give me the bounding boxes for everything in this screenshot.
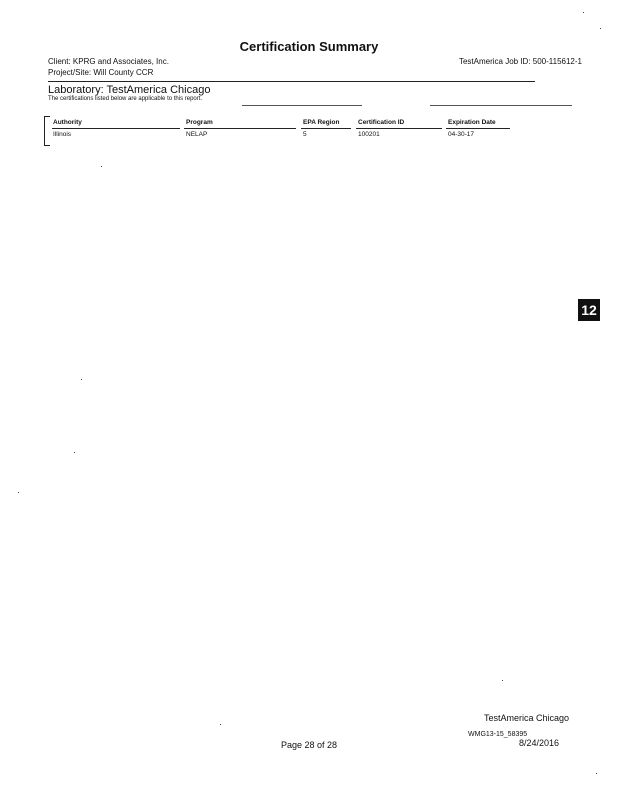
header-underline	[356, 128, 442, 129]
column-header-certification-id: Certification ID	[358, 119, 405, 126]
table-cell-epa-region: 5	[303, 131, 307, 138]
laboratory-note: The certifications listed below are applicable to this report.	[48, 96, 203, 102]
table-cell-certification-id: 100201	[358, 131, 380, 138]
footer-code: WMG13-15_58395	[468, 731, 528, 738]
header-underline	[446, 128, 510, 129]
scan-speck	[596, 773, 597, 774]
scan-speck	[81, 379, 82, 380]
table-cell-authority: Illinois	[53, 131, 72, 138]
column-header-expiration-date: Expiration Date	[448, 119, 496, 126]
scan-speck	[220, 724, 221, 725]
scan-speck	[583, 12, 584, 13]
table-cell-program: NELAP	[186, 131, 208, 138]
project-site-line: Project/Site: Will County CCR	[48, 68, 154, 77]
column-header-epa-region: EPA Region	[303, 119, 340, 126]
footer-page-number: Page 28 of 28	[280, 740, 338, 750]
scan-speck	[18, 492, 19, 493]
note-divider-right	[430, 105, 572, 106]
scan-speck	[502, 680, 503, 681]
footer-date: 8/24/2016	[519, 738, 560, 748]
certification-table	[48, 116, 518, 144]
scan-speck	[74, 452, 75, 453]
section-tab-badge: 12	[578, 299, 600, 321]
job-id-line: TestAmerica Job ID: 500-115612-1	[458, 57, 582, 66]
header-underline	[184, 128, 296, 129]
scan-speck	[101, 166, 102, 167]
table-cell-expiration-date: 04-30-17	[448, 131, 475, 138]
note-divider-left	[242, 105, 362, 106]
scan-speck	[600, 28, 601, 29]
client-line: Client: KPRG and Associates, Inc.	[48, 57, 169, 66]
laboratory-heading: Laboratory: TestAmerica Chicago	[48, 84, 211, 96]
page-title: Certification Summary	[239, 39, 379, 54]
column-header-authority: Authority	[53, 119, 82, 126]
header-underline	[301, 128, 351, 129]
footer-lab-name: TestAmerica Chicago	[484, 713, 570, 723]
header-divider	[48, 81, 535, 82]
column-header-program: Program	[186, 119, 213, 126]
header-underline	[52, 128, 180, 129]
